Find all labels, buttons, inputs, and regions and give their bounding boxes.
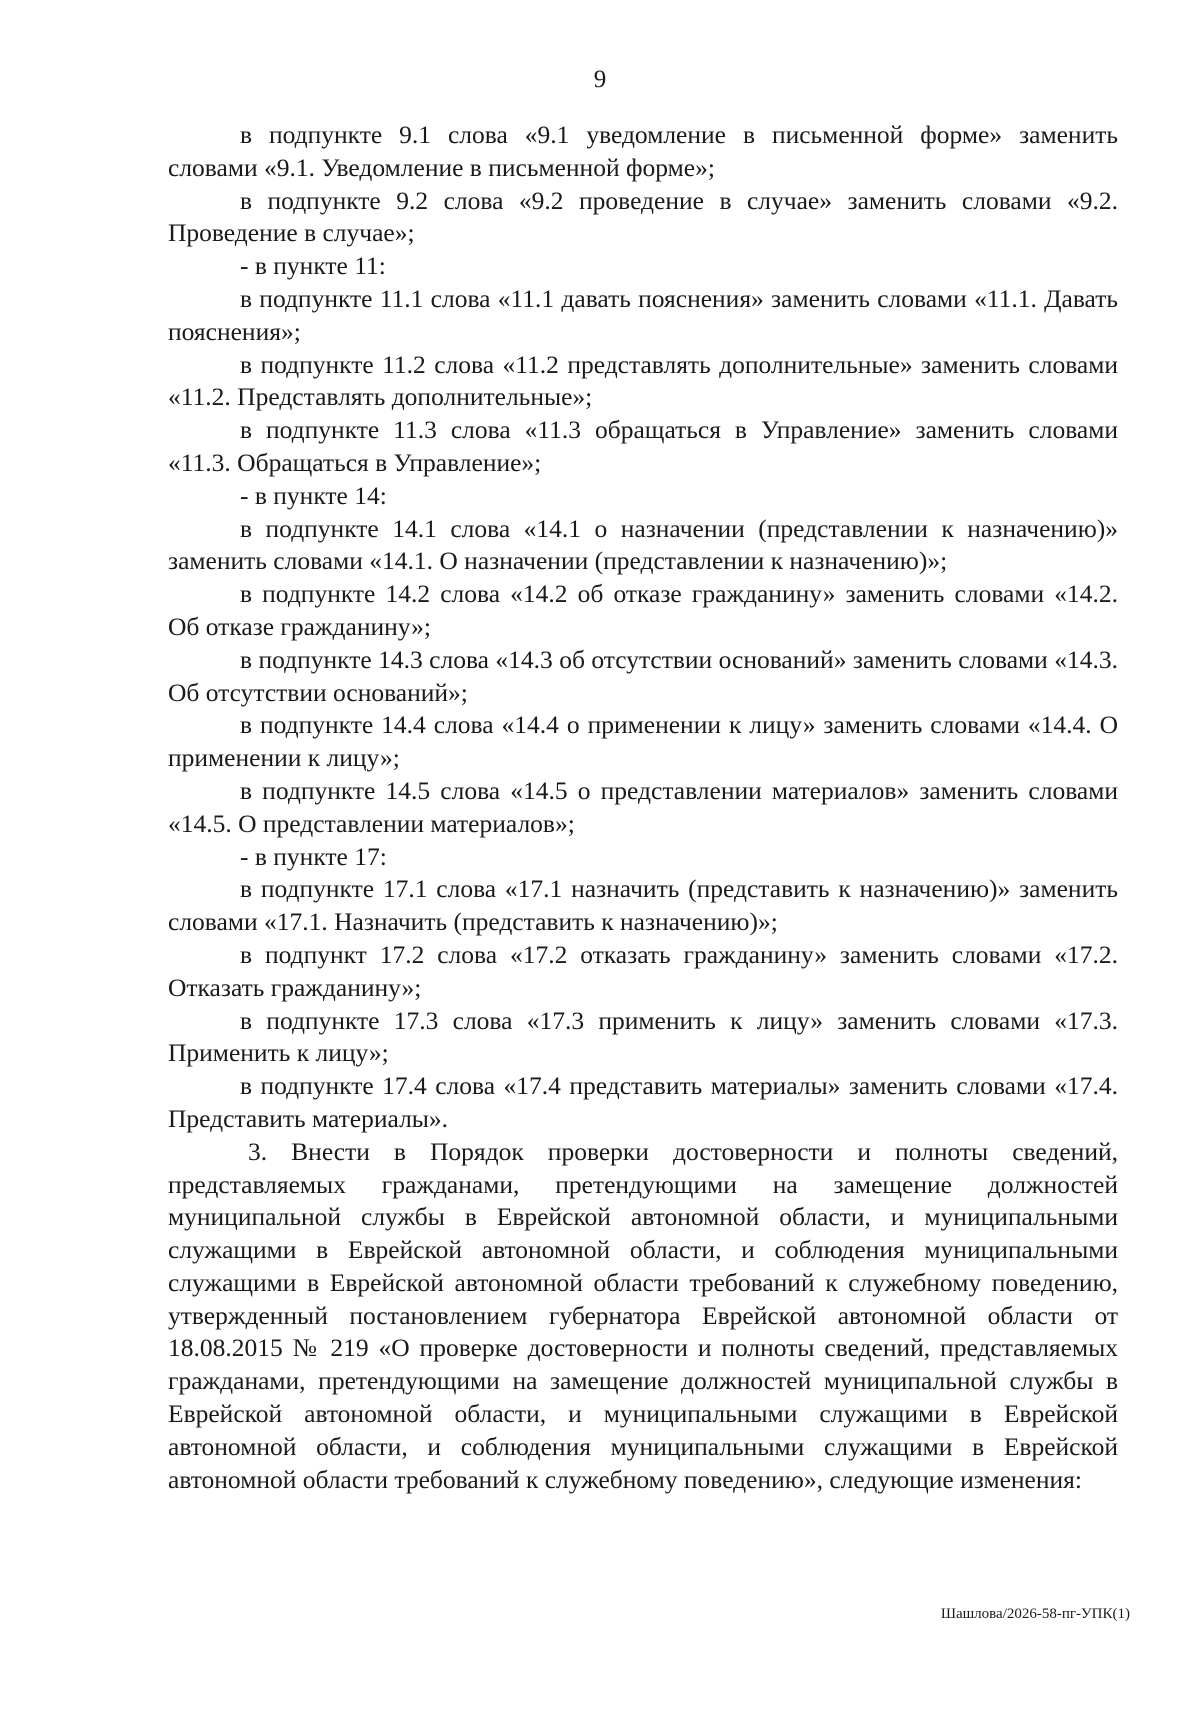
document-body: [168, 119, 1118, 1496]
paragraph-14-3: в подпункте 14.3 слова «14.3 об отсутствии оснований» заменить словами «14.3. Об отсутствии оснований»;: [168, 644, 1118, 707]
paragraph-9-1: в подпункте 9.1 слова «9.1 уведомление в письменной форме» заменить словами «9.1. Уведомление в письменной форме»;: [168, 120, 1118, 182]
paragraph-11-3: в подпункте 11.3 слова «11.3 обращаться в Управление» заменить словами «11.3. Обращаться в Управление»;: [168, 415, 1118, 477]
paragraph-17-1: в подпункте 17.1 слова «17.1 назначить (представить к назначению)» заменить словами «17.1. Назначить (представить к назначению)»;: [168, 874, 1118, 937]
paragraph-point-14: - в пункте 14:: [240, 480, 387, 510]
paragraph-14-2: в подпункте 14.2 слова «14.2 об отказе гражданину» заменить словами «14.2. Об отказе гражданину»;: [168, 579, 1118, 641]
paragraph-point-11: - в пункте 11:: [240, 251, 386, 281]
paragraph-17-2: в подпункт 17.2 слова «17.2 отказать гражданину» заменить словами «17.2. Отказать гражданину»;: [168, 939, 1118, 1002]
paragraph-point-17: - в пункте 17:: [240, 841, 387, 871]
paragraph-section-3: 3. Внести в Порядок проверки достоверности и полноты сведений, представляемых гражданами, претендующими на замещение должностей муниципальной службы в Еврейской автономной области, и муниципальными служащими в Еврейской автономной области, и соблюдения муниципальными служащими в Еврейской автономной области требований к служебному поведению, утвержденный постановлением губернатора Еврейской автономной области от 18.08.2015 № 219 «О проверке достоверности и полноты сведений, представляемых гражданами, претендующими на замещение должностей муниципальной службы в Еврейской автономной области, и муниципальными служащими в Еврейской автономной области, и соблюдения муниципальными служащими в Еврейской автономной области требований к служебному поведению», следующие изменения:: [168, 1136, 1118, 1494]
paragraph-14-5: в подпункте 14.5 слова «14.5 о представлении материалов» заменить словами «14.5. О представлении материалов»;: [168, 775, 1118, 838]
paragraph-11-2: в подпункте 11.2 слова «11.2 представлять дополнительные» заменить словами «11.2. Представлять дополнительные»;: [168, 349, 1118, 412]
paragraph-17-3: в подпункте 17.3 слова «17.3 применить к лицу» заменить словами «17.3. Применить к лицу»;: [168, 1005, 1118, 1068]
page-number: 9: [593, 66, 607, 93]
paragraph-14-1: в подпункте 14.1 слова «14.1 о назначении (представлении к назначению)» заменить словами «14.1. О назначении (представлении к назначению)»;: [168, 513, 1118, 576]
document-footer-code: Шашлова/2026-58-пг-УПК(1): [940, 1606, 1130, 1622]
paragraph-11-1: в подпункте 11.1 слова «11.1 давать пояснения» заменить словами «11.1. Давать пояснения»;: [168, 283, 1118, 346]
paragraph-17-4: в подпункте 17.4 слова «17.4 представить материалы» заменить словами «17.4. Представить материалы».: [168, 1071, 1118, 1133]
paragraph-14-4: в подпункте 14.4 слова «14.4 о применении к лицу» заменить словами «14.4. О применении к лицу»;: [168, 710, 1118, 773]
paragraph-9-2: в подпункте 9.2 слова «9.2 проведение в случае» заменить словами «9.2. Проведение в случае»;: [168, 185, 1118, 248]
